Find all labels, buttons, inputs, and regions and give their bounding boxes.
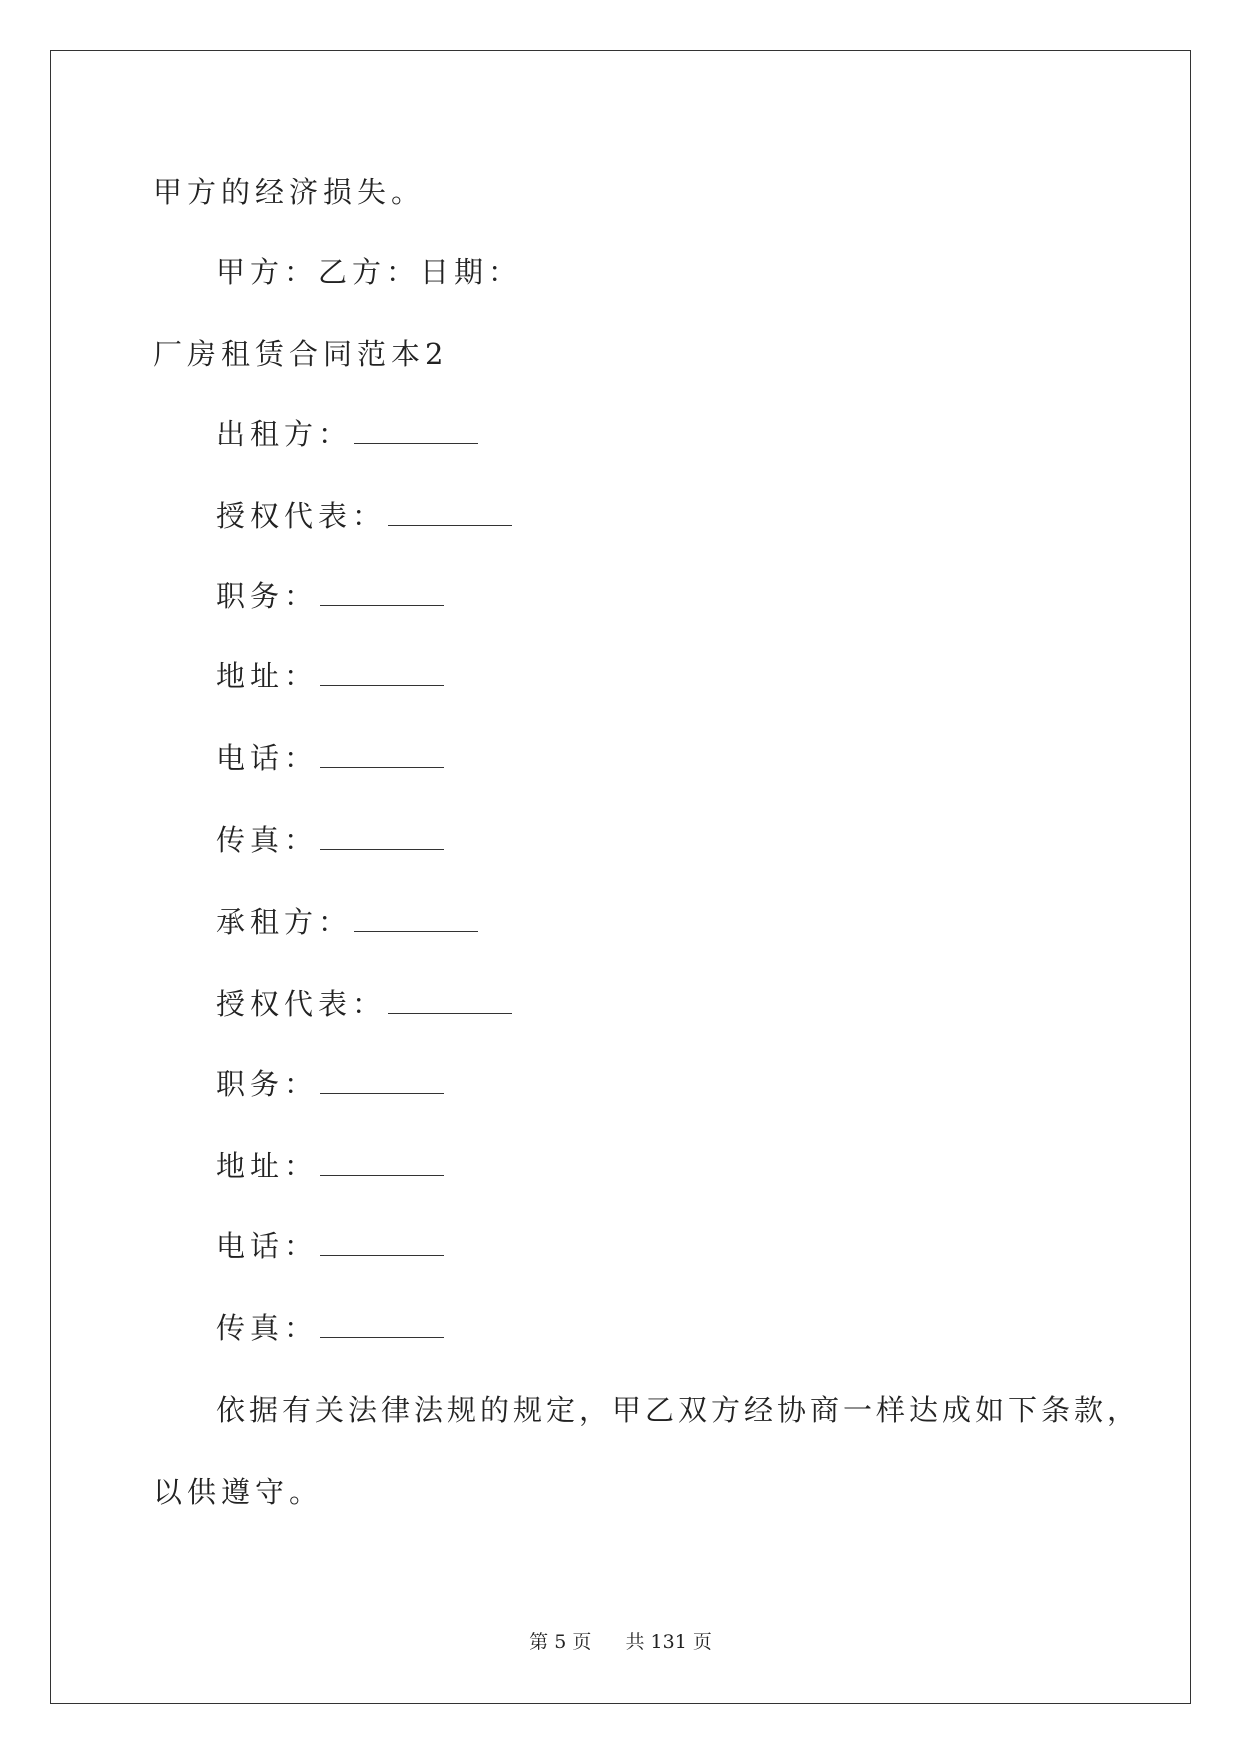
- lessee-label: 承租方：: [216, 905, 353, 939]
- lessee-phone-blank: [320, 1233, 444, 1256]
- lessee-blank: [354, 909, 478, 932]
- agreement-paragraph-line2: 以供遵守。: [153, 1475, 324, 1509]
- lessee-title-field: [216, 1067, 444, 1101]
- lessee-phone-label: 电话：: [216, 1229, 319, 1263]
- lessor-label: 出租方：: [216, 417, 353, 451]
- lessor-blank: [354, 421, 478, 444]
- lessee-title-label: 职务：: [216, 1067, 319, 1101]
- text-line-loss: 甲方的经济损失。: [153, 175, 426, 209]
- lessee-phone-field: [216, 1229, 444, 1263]
- lessee-address-label: 地址：: [216, 1149, 319, 1183]
- lessor-fax-blank: [320, 827, 444, 850]
- lessor-rep-field: [216, 499, 512, 533]
- lessor-fax-label: 传真：: [216, 823, 319, 857]
- lessor-phone-label: 电话：: [216, 741, 319, 775]
- lessor-address-field: [216, 659, 444, 693]
- footer-total-prefix: 共: [625, 1631, 645, 1653]
- lessee-fax-blank: [320, 1315, 444, 1338]
- lessee-address-field: [216, 1149, 444, 1183]
- lessee-fax-field: [216, 1311, 444, 1345]
- lessor-address-blank: [320, 663, 444, 686]
- lessor-address-label: 地址：: [216, 659, 319, 693]
- lessee-field: [216, 905, 478, 939]
- section-heading: 厂房租赁合同范本2: [153, 337, 449, 371]
- lessor-field: [216, 417, 478, 451]
- page-footer: [0, 1633, 1241, 1652]
- footer-page-number: 5: [554, 1631, 567, 1653]
- lessee-title-blank: [320, 1071, 444, 1094]
- lessor-fax-field: [216, 823, 444, 857]
- footer-total-pages: 131: [650, 1631, 687, 1653]
- agreement-paragraph-line1: 依据有关法律法规的规定，甲乙双方经协商一样达成如下条款，: [216, 1393, 1141, 1427]
- lessee-address-blank: [320, 1153, 444, 1176]
- footer-total-unit: 页: [692, 1631, 712, 1653]
- lessor-title-blank: [320, 583, 444, 606]
- footer-page-prefix: 第: [529, 1631, 549, 1653]
- lessee-rep-field: [216, 987, 512, 1021]
- lessor-title-field: [216, 579, 444, 613]
- footer-page-unit: 页: [572, 1631, 592, 1653]
- lessee-rep-label: 授权代表：: [216, 987, 387, 1021]
- lessor-title-label: 职务：: [216, 579, 319, 613]
- lessor-rep-blank: [388, 503, 512, 526]
- lessor-rep-label: 授权代表：: [216, 499, 387, 533]
- page-frame: [50, 50, 1191, 1704]
- lessor-phone-field: [216, 741, 444, 775]
- lessor-phone-blank: [320, 745, 444, 768]
- lessee-rep-blank: [388, 991, 512, 1014]
- signature-line: 甲方：乙方：日期：: [216, 255, 523, 289]
- lessee-fax-label: 传真：: [216, 1311, 319, 1345]
